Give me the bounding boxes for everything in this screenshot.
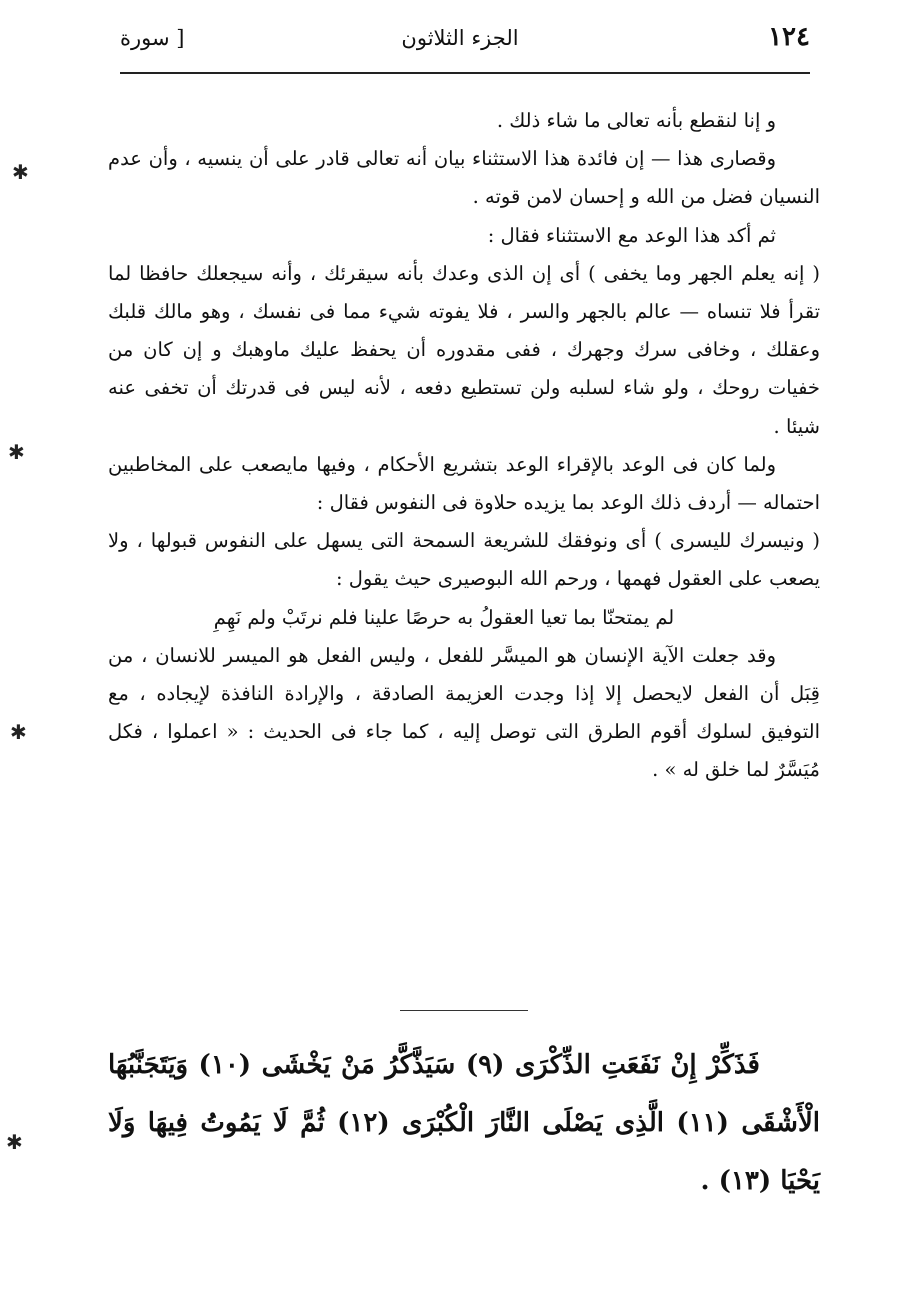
scan-speck: ✱ — [12, 160, 29, 184]
paragraph: وقصارى هذا — إن فائدة هذا الاستثناء بيان أنه تعالى قادر على أن ينسيه ، وأن عدم النسيان فضل من الله و إحسان لامن قوته . — [108, 147, 820, 209]
header-rule — [120, 72, 810, 74]
paragraph: ( إنه يعلم الجهر وما يخفى ) أى إن الذى وعدك بأنه سيقرئك ، وأنه سيجعلك حافظا لما تقرأ فلا تنساه — عالم بالجهر والسر ، فلا يفوته شيء مما فى نفسك ، وهو مالك قلبك وعقلك ، وخافى سرك وجهرك ، ففى مقدوره أن يحفظ عليك ماوهبك و إن كان من خفيات روحك ، ولو شاء لسلبه ولن تستطيع دفعه ، لأنه ليس فى قدرتك أن تخفى عنه شيئا . — [108, 261, 820, 438]
paragraph: ثم أكد هذا الوعد مع الاستثناء فقال : — [487, 223, 776, 247]
paragraph: ولما كان فى الوعد بالإقراء الوعد بتشريع الأحكام ، وفيها مايصعب على المخاطبين احتماله — أردف ذلك الوعد بما يزيده حلاوة فى النفوس فقال : — [108, 452, 820, 515]
poem-verse: لم يمتحنّا بما تعيا العقولُ به حرصًا علينا فلم نرتَبْ ولم نَهِمِ — [213, 605, 675, 629]
page-header — [110, 18, 810, 68]
paragraph: وقد جعلت الآية الإنسان هو الميسَّر للفعل ، وليس الفعل هو الميسر للانسان ، من قِبَل أن الفعل لايحصل إلا إذا وجدت العزيمة الصادقة ، والإرادة النافذة لإيجاده ، مع التوفيق لسلوك أقوم الطرق التى توصل إليه ، كما جاء فى الحديث : « اعملوا ، فكل مُيَسَّرٌ لما خلق له » . — [108, 643, 820, 782]
section-divider — [400, 1010, 528, 1011]
commentary-body — [108, 102, 820, 790]
paragraph: و إنا لنقطع بأنه تعالى ما شاء ذلك . — [496, 109, 776, 132]
page-number: ١٢٤ — [768, 22, 810, 52]
quran-verses — [108, 1036, 820, 1210]
scan-speck: ✱ — [10, 720, 27, 744]
running-title: الجزء الثلاثون — [401, 26, 519, 50]
scan-speck: ✱ — [8, 440, 25, 464]
surah-label: [ سورة — [120, 26, 185, 50]
paragraph: ( ونيسرك لليسرى ) أى ونوفقك للشريعة السمحة التى يسهل على النفوس قبولها ، ولا يصعب على العقول فهمها ، ورحم الله البوصيرى حيث يقول : — [108, 529, 820, 591]
quran-text: فَذَكِّرْ إِنْ نَفَعَتِ الذِّكْرَى (٩) سَيَذَّكَّرُ مَنْ يَخْشَى (١٠) وَيَتَجَنَّبُهَا الْأَشْقَى (١١) الَّذِى يَصْلَى النَّارَ الْكُبْرَى (١٢) ثُمَّ لَا يَمُوتُ فِيهَا وَلَا يَحْيَا (١٣) . — [108, 1050, 821, 1196]
scan-speck: ✱ — [6, 1130, 23, 1154]
